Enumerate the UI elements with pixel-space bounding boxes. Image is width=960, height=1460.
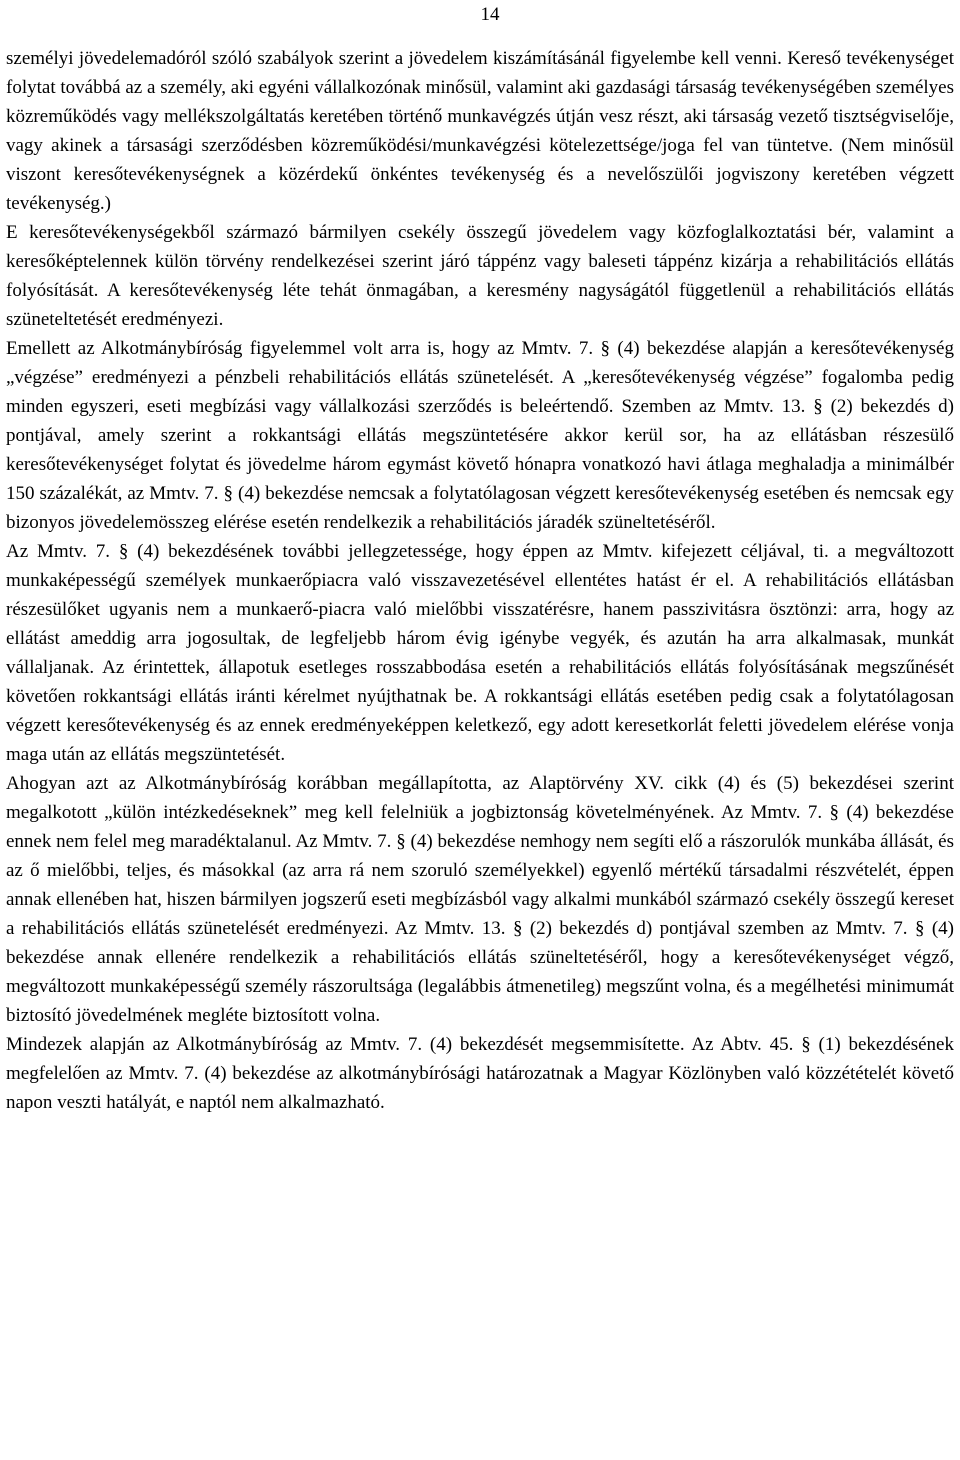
paragraph: Emellett az Alkotmánybíróság figyelemmel volt arra is, hogy az Mmtv. 7. § (4) bekezdése alapján a keresőtevékenység „végzése” eredményezi a pénzbeli rehabilitációs ellátás szünetelését. A „keresőtevékenység végzése” fogalomba pedig minden egyszeri, eseti megbízási vagy vállalkozási szerződés is beleértendő. Szemben az Mmtv. 13. § (2) bekezdés d) pontjával, amely szerint a rokkantsági ellátás megszüntetésére akkor kerül sor, ha az ellátásban részesülő keresőtevékenységet folytat és jövedelme három egymást követő hónapra vonatkozó havi átlaga meghaladja a minimálbér 150 százalékát, az Mmtv. 7. § (4) bekezdése nemcsak a folytatólagosan végzett keresőtevékenység esetében és nemcsak egy bizonyos jövedelemösszeg elérése esetén rendelkezik a rehabilitációs járadék szüneltetéséről. — [6, 338, 954, 533]
document-body — [6, 44, 954, 1117]
paragraph: Mindezek alapján az Alkotmánybíróság az Mmtv. 7. (4) bekezdését megsemmisítette. Az Abtv. 45. § (1) bekezdésének megfelelően az Mmtv. 7. (4) bekezdése az alkotmánybírósági határozatnak a Magyar Közlönyben való közzétételét követő napon veszti hatályát, e naptól nem alkalmazható. — [6, 1034, 954, 1113]
paragraph: E keresőtevékenységekből származó bármilyen csekély összegű jövedelem vagy közfoglalkoztatási bér, valamint a keresőképtelennek külön törvény rendelkezései szerint járó táppénz vagy baleseti táppénz kizárja a rehabilitációs ellátás folyósítását. A keresőtevékenység léte tehát önmagában, a keresmény nagyságától függetlenül a rehabilitációs ellátás szüneteltetését eredményezi. — [6, 222, 954, 330]
paragraph: Ahogyan azt az Alkotmánybíróság korábban megállapította, az Alaptörvény XV. cikk (4) és (5) bekezdései szerint megalkotott „külön intézkedéseknek” meg kell felelniük a jogbiztonság követelményének. Az Mmtv. 7. § (4) bekezdése ennek nem felel meg maradéktalanul. Az Mmtv. 7. § (4) bekezdése nemhogy nem segíti elő a rászorulók munkába állását, és az ő mielőbbi, teljes, és másokkal (az arra rá nem szoruló személyekkel) egyenlő mértékű társadalmi részvételét, éppen annak ellenében hat, hiszen bármilyen jogszerű eseti megbízásból vagy alkalmi munkából származó csekély összegű kereset a rehabilitációs ellátás szünetelését eredményezi. Az Mmtv. 13. § (2) bekezdés d) pontjával szemben az Mmtv. 7. § (4) bekezdése annak ellenére rendelkezik a rehabilitációs ellátás szüneltetéséről, hogy a keresőtevékenységet végző, megváltozott munkaképességű személy rászorultsága (legalábbis átmenetileg) megszűnt volna, és a megélhetési minimumát biztosító jövedelmének megléte biztosított volna. — [6, 773, 954, 1026]
paragraph: Az Mmtv. 7. § (4) bekezdésének további jellegzetessége, hogy éppen az Mmtv. kifejezett céljával, ti. a megváltozott munkaképességű személyek munkaerőpiacra való visszavezetésével ellentétes hatást ér el. A rehabilitációs ellátásban részesülőket ugyanis nem a munkaerő-piacra való mielőbbi visszatérésre, hanem passzivitásra ösztönzi: arra, hogy az ellátást ameddig arra jogosultak, de legfeljebb három évig igénybe vegyék, és azután ha arra alkalmasak, munkát vállaljanak. Az érintettek, állapotuk esetleges rosszabbodása esetén a rehabilitációs ellátás folyósításának megszűnését követően rokkantsági ellátás iránti kérelmet nyújthatnak be. A rokkantsági ellátás esetében pedig csak a folytatólagosan végzett keresőtevékenység és az ennek eredményeképpen keletkező, egy adott keresetkorlát feletti jövedelem elérése vonja maga után az ellátás megszüntetését. — [6, 541, 954, 765]
paragraph: személyi jövedelemadóról szóló szabályok szerint a jövedelem kiszámításánál figyelembe kell venni. Kereső tevékenységet folytat továbbá az a személy, aki egyéni vállalkozónak minősül, valamint aki gazdasági társaság tevékenységében személyes közreműködés vagy mellékszolgáltatás keretében történő munkavégzés útján vesz részt, aki társaság vezető tisztségviselője, vagy akinek a társasági szerződésben közreműködési/munkavégzési kötelezettsége/joga fel van tüntetve. (Nem minősül viszont keresőtevékenységnek a közérdekű önkéntes tevékenység és a nevelőszülői jogviszony keretében végzett tevékenység.) — [6, 48, 954, 214]
page-number: 14 — [480, 4, 500, 25]
